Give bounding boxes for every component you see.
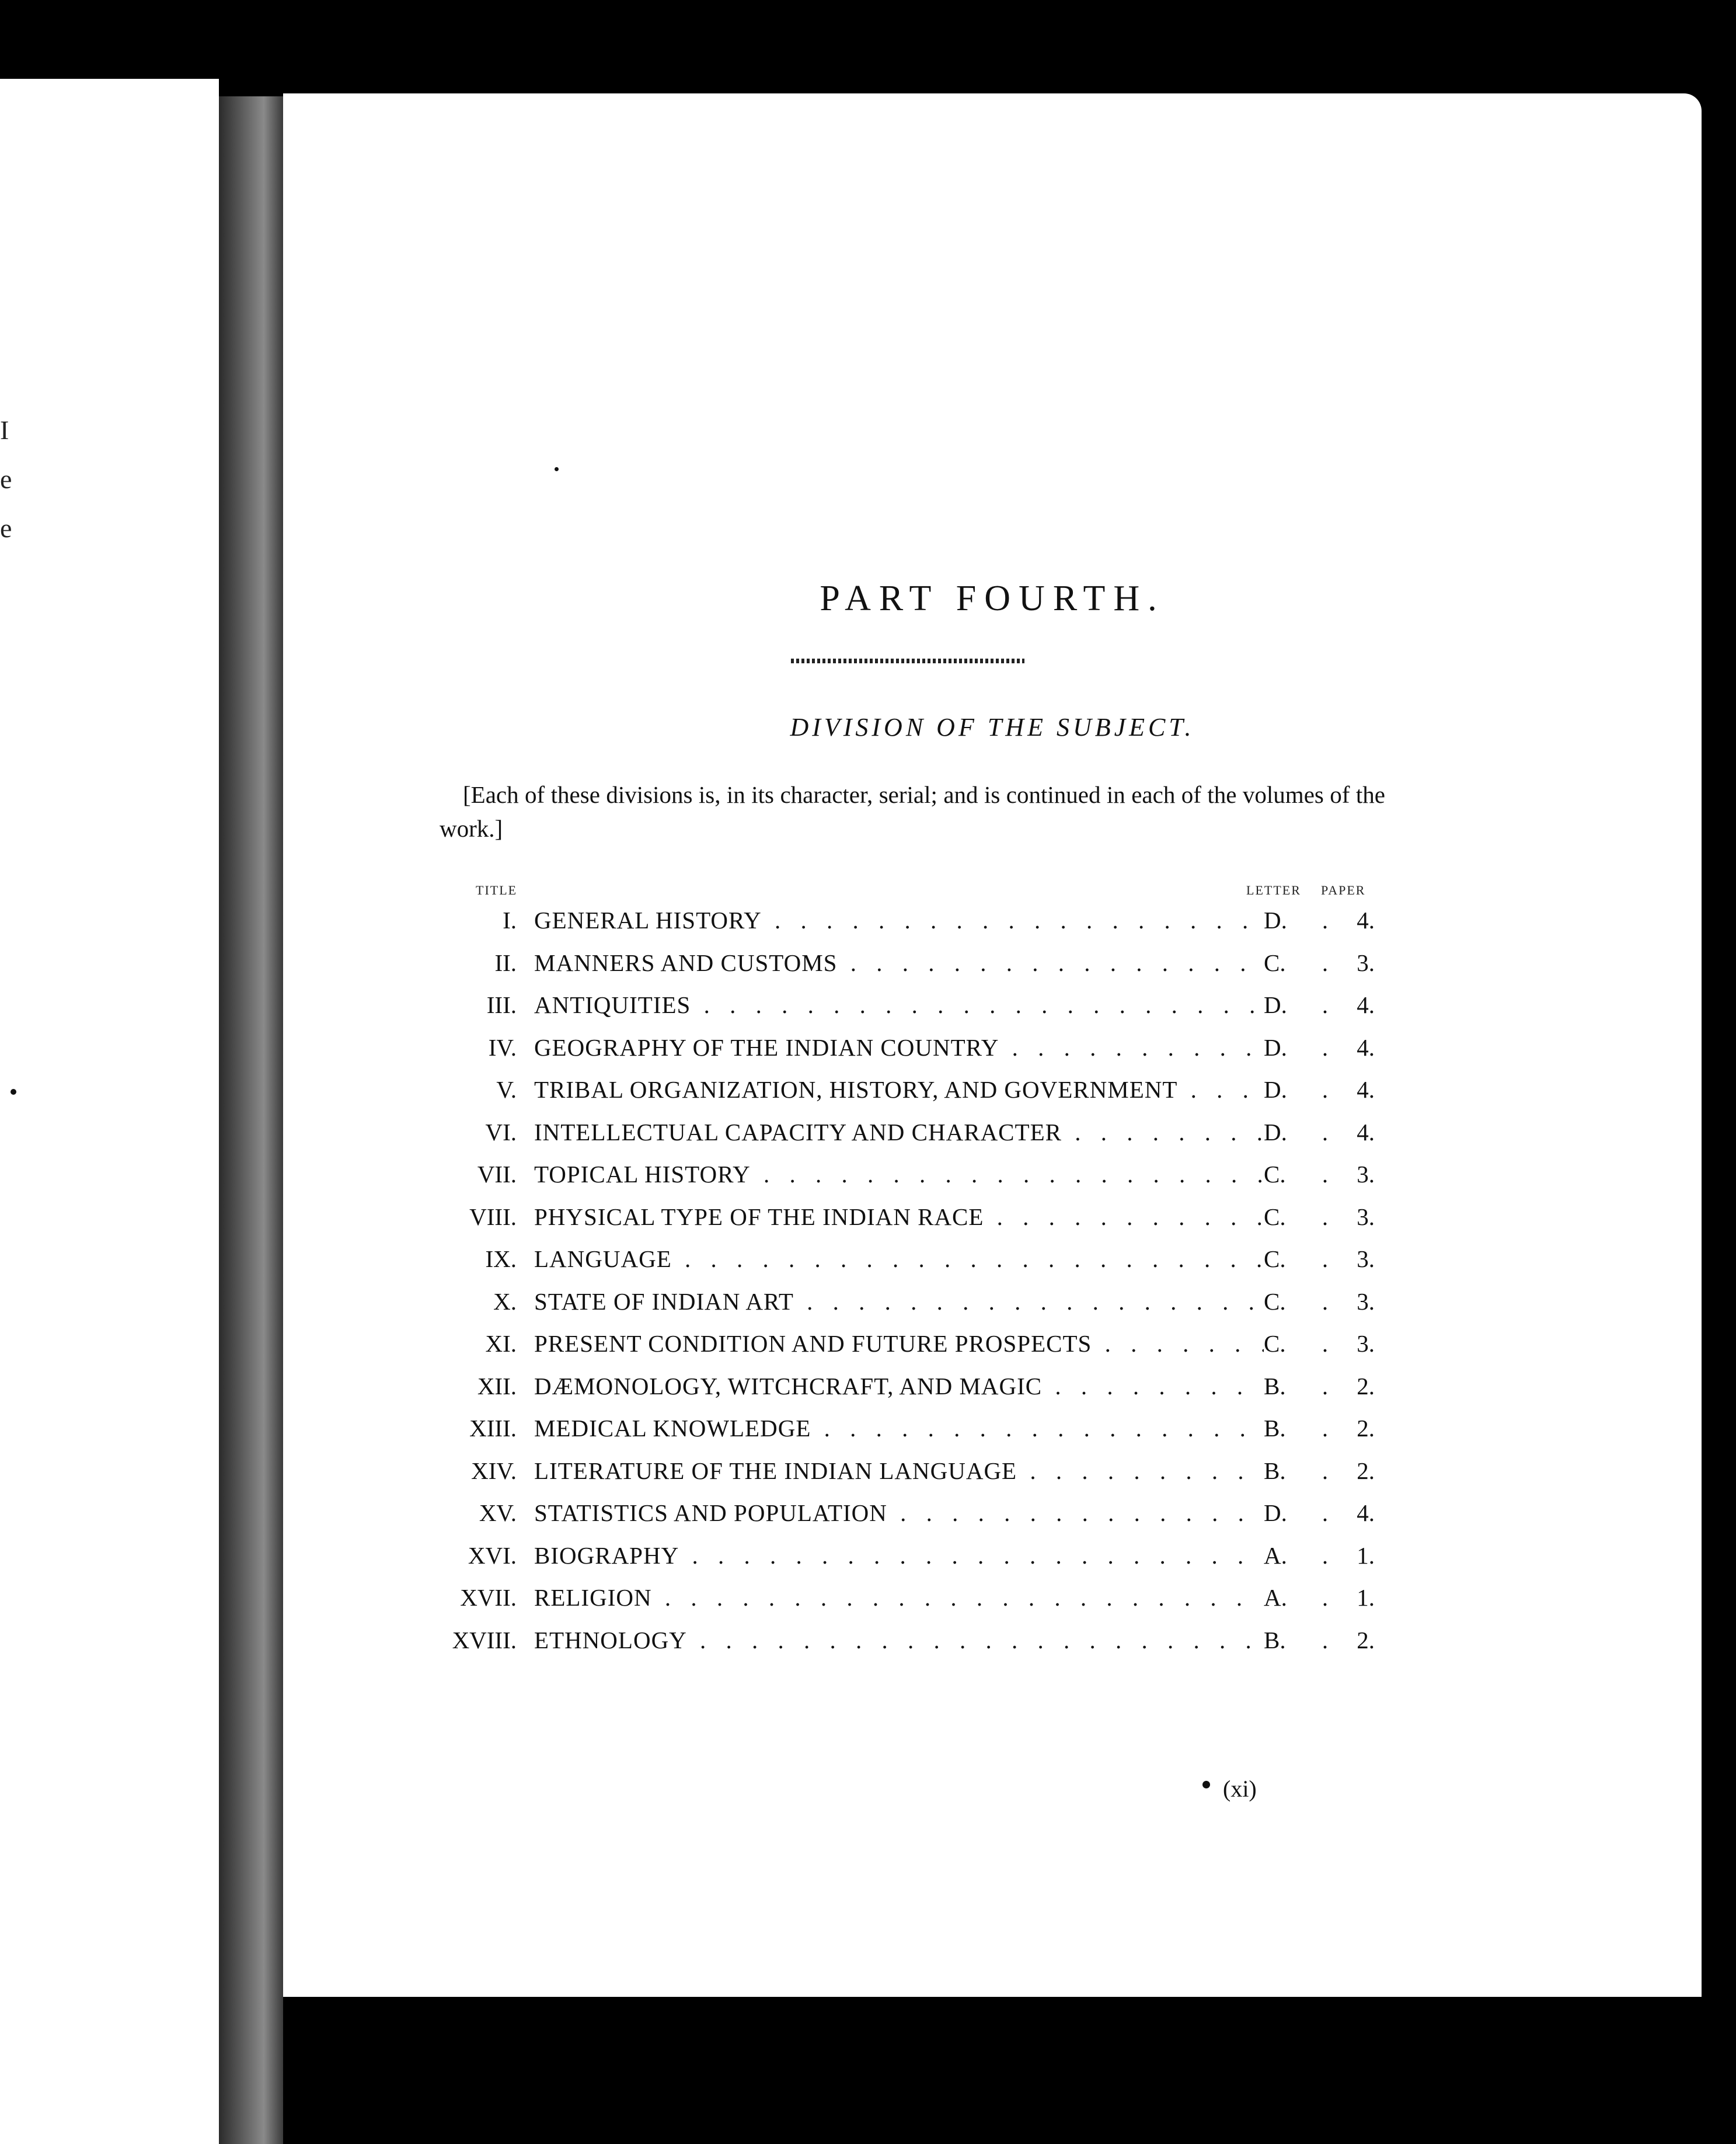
division-name: ETHNOLOGY . . . [534, 1619, 1264, 1662]
paper-value: 2. [1357, 1457, 1375, 1484]
letter-value: A. [1264, 1534, 1305, 1577]
table-row [429, 1026, 1375, 1069]
title-numeral: XII. [477, 1372, 517, 1400]
leader-dot: . [1322, 1541, 1329, 1569]
title-numeral: IX. [485, 1245, 517, 1272]
table-row [429, 984, 1375, 1026]
division-name: GENERAL HISTORY . . . [534, 899, 1264, 942]
letter-value: B. [1264, 1407, 1305, 1450]
division-name: PHYSICAL TYPE OF THE INDIAN RACE . . . [534, 1196, 1264, 1238]
leader-dot: . [1322, 907, 1329, 934]
table-row [429, 942, 1375, 984]
letter-value: C. [1264, 942, 1305, 984]
ink-speck [555, 467, 559, 471]
leader-dot: . [1322, 1245, 1329, 1272]
table-row [429, 1492, 1375, 1534]
editorial-note: [Each of these divisions is, in its character, serial; and is continued in each of the volumes of the work.] [440, 781, 1385, 842]
division-name: MANNERS AND CUSTOMS . . . [534, 942, 1264, 984]
paper-value: 3. [1357, 1203, 1375, 1230]
division-table [429, 899, 1375, 1661]
title-numeral: VII. [477, 1161, 517, 1188]
letter-value: B. [1264, 1619, 1305, 1662]
leader-dot: . [1322, 1161, 1329, 1188]
letter-value: C. [1264, 1196, 1305, 1238]
paper-value: 1. [1357, 1541, 1375, 1569]
table-row [429, 899, 1375, 942]
leader-dot: . [1322, 949, 1329, 976]
title-numeral: X. [493, 1287, 517, 1315]
division-name: RELIGION . . . [534, 1576, 1264, 1619]
table-row [429, 1322, 1375, 1365]
edge-letter: e [0, 513, 12, 543]
table-row [429, 1407, 1375, 1450]
letter-value: D. [1264, 1068, 1305, 1111]
paper-value: 4. [1357, 1118, 1375, 1146]
paper-value: 2. [1357, 1372, 1375, 1400]
column-header-paper: PAPER [1321, 883, 1366, 897]
leader-dot: . [1322, 1457, 1329, 1484]
title-numeral: II. [494, 949, 517, 976]
division-name: INTELLECTUAL CAPACITY AND CHARACTER . . . [534, 1111, 1264, 1154]
letter-value: D. [1264, 984, 1305, 1026]
paper-value: 4. [1357, 1076, 1375, 1103]
title-numeral: XVIII. [452, 1626, 517, 1654]
title-numeral: XVI. [468, 1541, 517, 1569]
leader-dot: . [1322, 1033, 1329, 1061]
title-numeral: XV. [479, 1499, 517, 1526]
table-row [429, 1534, 1375, 1577]
table-row [429, 1619, 1375, 1662]
page-title: PART FOURTH. [820, 579, 1165, 618]
title-numeral: XVII. [460, 1584, 517, 1611]
leader-dot: . [1322, 1118, 1329, 1146]
division-name: GEOGRAPHY OF THE INDIAN COUNTRY . . . [534, 1026, 1264, 1069]
division-name: PRESENT CONDITION AND FUTURE PROSPECTS . . . [534, 1322, 1264, 1365]
column-header-letter: LETTER [1246, 883, 1301, 897]
title-numeral: VI. [485, 1118, 517, 1146]
division-name: TRIBAL ORGANIZATION, HISTORY, AND GOVERNMENT . . . [534, 1068, 1264, 1111]
letter-value: B. [1264, 1450, 1305, 1492]
leader-dot: . [1322, 1372, 1329, 1400]
book-gutter-shadow [219, 96, 283, 2144]
table-row [429, 1280, 1375, 1323]
title-numeral: IV. [488, 1033, 517, 1061]
edge-letter: e [0, 464, 12, 494]
letter-value: B. [1264, 1365, 1305, 1408]
leader-dot: . [1322, 1415, 1329, 1442]
leader-dot: . [1322, 1330, 1329, 1357]
table-row [429, 1111, 1375, 1154]
letter-value: C. [1264, 1238, 1305, 1280]
title-numeral: III. [486, 991, 517, 1018]
leader-dot: . [1322, 1584, 1329, 1611]
letter-value: C. [1264, 1322, 1305, 1365]
leader-dot: . [1322, 991, 1329, 1018]
letter-value: D. [1264, 1026, 1305, 1069]
letter-value: C. [1264, 1153, 1305, 1196]
left-page-fragment [0, 79, 219, 2144]
title-divider-rule [791, 659, 1024, 663]
division-name: LANGUAGE . . . [534, 1238, 1264, 1280]
paper-value: 3. [1357, 1161, 1375, 1188]
page-number: (xi) [1223, 1776, 1257, 1802]
paper-value: 3. [1357, 1330, 1375, 1357]
column-header-title: TITLE [476, 883, 518, 897]
paper-value: 3. [1357, 1245, 1375, 1272]
division-name: TOPICAL HISTORY . . . [534, 1153, 1264, 1196]
left-page-edge-letters [0, 406, 12, 553]
table-row [429, 1450, 1375, 1492]
title-numeral: XIV. [471, 1457, 517, 1484]
leader-dot: . [1322, 1499, 1329, 1526]
title-numeral: XIII. [469, 1415, 517, 1442]
paper-value: 3. [1357, 1287, 1375, 1315]
letter-value: D. [1264, 1492, 1305, 1534]
ink-speck [1202, 1781, 1210, 1788]
division-name: LITERATURE OF THE INDIAN LANGUAGE . . . [534, 1450, 1264, 1492]
table-row [429, 1365, 1375, 1408]
leader-dot: . [1322, 1076, 1329, 1103]
ink-speck [11, 1089, 16, 1095]
leader-dot: . [1322, 1203, 1329, 1230]
title-numeral: I. [503, 907, 517, 934]
paper-value: 4. [1357, 907, 1375, 934]
table-row [429, 1068, 1375, 1111]
title-numeral: XI. [485, 1330, 517, 1357]
paper-value: 4. [1357, 1499, 1375, 1526]
paper-value: 4. [1357, 991, 1375, 1018]
paper-value: 3. [1357, 949, 1375, 976]
division-name: BIOGRAPHY . . . [534, 1534, 1264, 1577]
table-row [429, 1576, 1375, 1619]
edge-letter: I [0, 415, 9, 445]
letter-value: D. [1264, 1111, 1305, 1154]
division-name: MEDICAL KNOWLEDGE . . . [534, 1407, 1264, 1450]
right-page [283, 93, 1702, 1997]
paper-value: 2. [1357, 1415, 1375, 1442]
title-numeral: VIII. [469, 1203, 517, 1230]
paper-value: 2. [1357, 1626, 1375, 1654]
leader-dot: . [1322, 1287, 1329, 1315]
letter-value: A. [1264, 1576, 1305, 1619]
division-name: DÆMONOLOGY, WITCHCRAFT, AND MAGIC . . . [534, 1365, 1264, 1408]
table-row [429, 1196, 1375, 1238]
division-name: STATISTICS AND POPULATION . . . [534, 1492, 1264, 1534]
division-name: ANTIQUITIES . . . [534, 984, 1264, 1026]
paper-value: 4. [1357, 1033, 1375, 1061]
letter-value: D. [1264, 899, 1305, 942]
division-name: STATE OF INDIAN ART . . . [534, 1280, 1264, 1323]
letter-value: C. [1264, 1280, 1305, 1323]
table-row [429, 1153, 1375, 1196]
section-subheading: DIVISION OF THE SUBJECT. [790, 713, 1195, 742]
leader-dot: . [1322, 1626, 1329, 1654]
paper-value: 1. [1357, 1584, 1375, 1611]
title-numeral: V. [496, 1076, 517, 1103]
table-row [429, 1238, 1375, 1280]
